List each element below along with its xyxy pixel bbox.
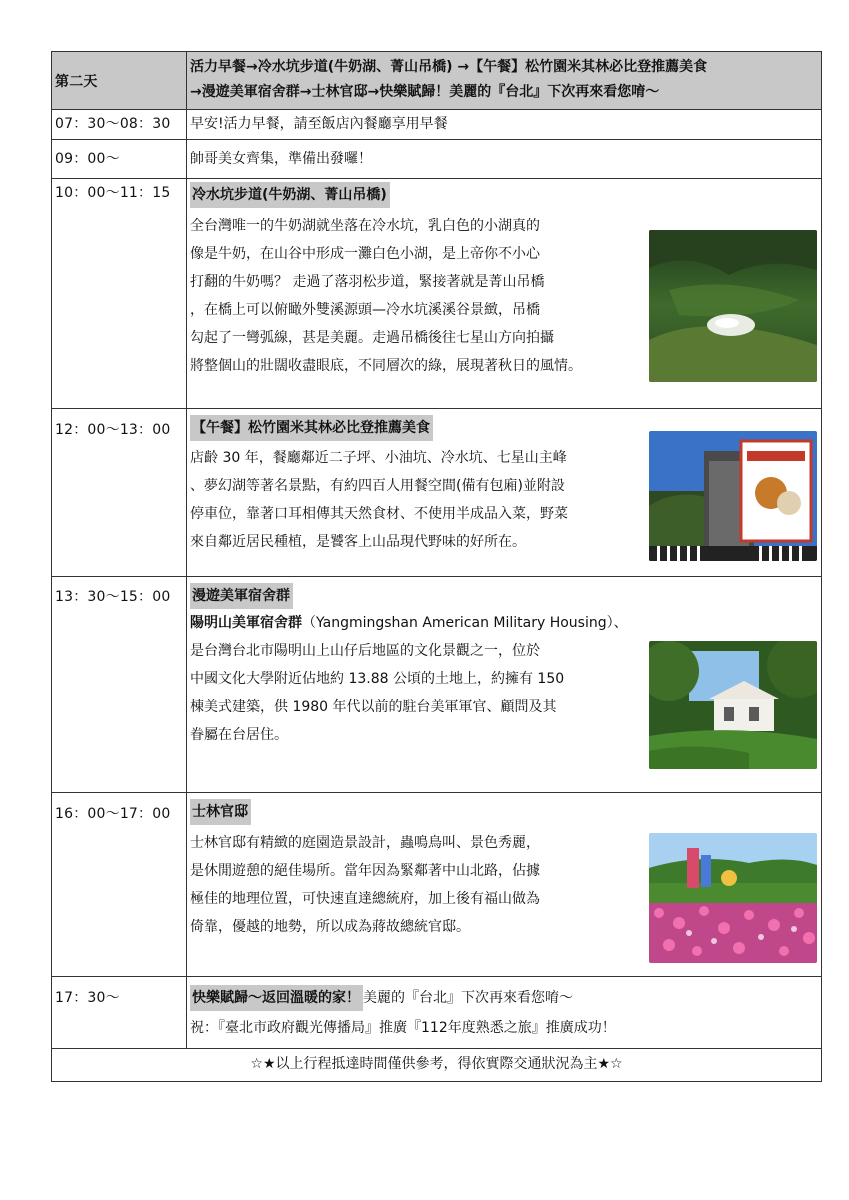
activity-text: 帥哥美女齊集，準備出發囉！	[190, 151, 372, 167]
body-line: 打翻的牛奶嗎？ 走過了落羽松步道，緊接著就是菁山吊橋	[190, 274, 545, 290]
schedule-row-shilin	[52, 793, 822, 977]
footer-note: ☆★以上行程抵達時間僅供參考，得依實際交通狀況為主★☆	[52, 1049, 822, 1082]
route-line-2: →漫遊美軍宿舍群→士林官邸→快樂賦歸！美麗的『台北』下次再來看您唷～	[190, 84, 660, 100]
body-line: 像是牛奶，在山谷中形成一灘白色小湖，是上帝你不小心	[190, 246, 540, 262]
schedule-row-military-housing	[52, 577, 822, 793]
body-line: 、夢幻湖等著名景點，有約四百人用餐空間(備有包廂)並附設	[190, 478, 565, 494]
schedule-row-lunch	[52, 409, 822, 577]
military-housing-photo	[649, 641, 817, 769]
schedule-row-trail	[52, 179, 822, 409]
milk-lake-photo	[649, 230, 817, 382]
body-line: 中國文化大學附近佔地約 13.88 公頃的土地上，約擁有 150	[190, 671, 565, 687]
congrats-line: 祝：『臺北市政府觀光傳播局』推廣『112年度熟悉之旅』推廣成功！	[190, 1020, 616, 1036]
schedule-row-return	[52, 977, 822, 1049]
activity-cell	[187, 977, 822, 1049]
section-title: 士林官邸	[190, 799, 251, 825]
body-line: 全台灣唯一的牛奶湖就坐落在冷水坑，乳白色的小湖真的	[190, 218, 540, 234]
body-line: 店齡 30 年，餐廳鄰近二子坪、小油坑、冷水坑、七星山主峰	[190, 450, 567, 466]
body-line: 是台灣台北市陽明山上山仔后地區的文化景觀之一，位於	[190, 643, 540, 659]
body-line: ，在橋上可以俯瞰外雙溪源頭—冷水坑溪溪谷景緻，吊橋	[190, 302, 540, 318]
subtitle-rest: （Yangmingshan American Military Housing）、	[302, 615, 628, 631]
activity-text: 早安!活力早餐，請至飯店內餐廳享用早餐	[190, 116, 448, 132]
footer-row	[52, 1049, 822, 1082]
time-cell: 17：30～	[52, 977, 187, 1049]
time-cell: 13：30～15：00	[52, 577, 187, 793]
body-line: 來自鄰近居民種植，是饕客上山品現代野味的好所在。	[190, 534, 526, 550]
activity-cell	[187, 140, 822, 179]
body-line: 勾起了一彎弧線，甚是美麗。走過吊橋後往七星山方向拍攝	[190, 330, 554, 346]
section-title: 【午餐】松竹園米其林必比登推薦美食	[190, 415, 433, 441]
subtitle-bold: 陽明山美軍宿舍群	[190, 615, 302, 631]
title-rest: 美麗的『台北』下次再來看您唷～	[363, 990, 573, 1006]
schedule-row-gather	[52, 140, 822, 179]
route-line-1: 活力早餐→冷水坑步道(牛奶湖、菁山吊橋) →【午餐】松竹園米其林必比登推薦美食	[190, 59, 708, 75]
time-cell: 07：30～08：30	[52, 110, 187, 140]
body-line: 倚靠，優越的地勢，所以成為蔣故總統官邸。	[190, 919, 470, 935]
flower-garden-photo	[649, 833, 817, 963]
section-title: 冷水坑步道(牛奶湖、菁山吊橋)	[190, 182, 390, 208]
activity-cell	[187, 409, 822, 577]
day-header-row	[52, 52, 822, 110]
body-line: 棟美式建築，供 1980 年代以前的駐台美軍軍官、顧問及其	[190, 699, 557, 715]
time-cell: 10：00～11：15	[52, 179, 187, 409]
day-route	[187, 52, 822, 110]
body-line: 是休閒遊憩的絕佳場所。當年因為緊鄰著中山北路，佔據	[190, 863, 540, 879]
body-line: 眷屬在台居住。	[190, 727, 288, 743]
day-label: 第二天	[52, 52, 187, 110]
schedule-row-breakfast	[52, 110, 822, 140]
itinerary-table	[51, 51, 822, 1082]
body-line: 士林官邸有精緻的庭園造景設計，蟲鳴鳥叫、景色秀麗，	[190, 835, 540, 851]
activity-cell	[187, 179, 822, 409]
body-line: 停車位，靠著口耳相傳其天然食材、不使用半成品入菜，野菜	[190, 506, 568, 522]
time-cell: 16：00～17：00	[52, 793, 187, 977]
body-line: 將整個山的壯闊收盡眼底，不同層次的綠，展現著秋日的風情。	[190, 358, 582, 374]
section-title: 快樂賦歸～返回溫暖的家！	[190, 985, 363, 1011]
section-title: 漫遊美軍宿舍群	[190, 583, 293, 609]
restaurant-photo	[649, 431, 817, 561]
body-line: 極佳的地理位置，可快速直達總統府，加上後有福山做為	[190, 891, 540, 907]
time-cell: 09：00～	[52, 140, 187, 179]
time-cell: 12：00～13：00	[52, 409, 187, 577]
activity-cell	[187, 577, 822, 793]
activity-cell	[187, 110, 822, 140]
activity-cell	[187, 793, 822, 977]
